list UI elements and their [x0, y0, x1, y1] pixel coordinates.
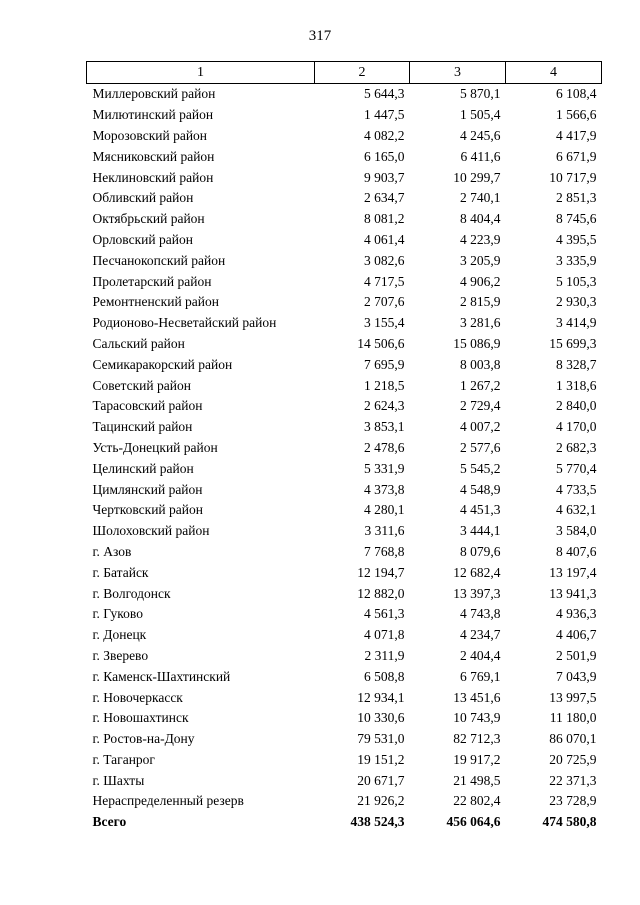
value-cell-3: 3 444,1 [460, 523, 501, 539]
value-cell-4: 1 566,6 [556, 107, 597, 123]
row-label: Всего [92, 814, 127, 830]
table-row [87, 438, 602, 459]
value-cell-2: 2 707,6 [364, 294, 405, 310]
value-cell-3: 8 003,8 [460, 356, 501, 372]
value-cell-3: 22 802,4 [453, 793, 501, 809]
row-label: г. Волгодонск [92, 585, 171, 601]
table-row [87, 458, 602, 479]
value-cell-3: 3 205,9 [460, 252, 501, 268]
column-header-2: 2 [315, 62, 410, 84]
row-label: Сальский район [92, 335, 185, 351]
value-cell-2: 2 311,9 [364, 647, 405, 663]
value-cell-2: 4 373,8 [364, 481, 405, 497]
row-label: Песчанокопский район [92, 252, 226, 268]
value-cell-2: 4 280,1 [364, 502, 405, 518]
value-cell-2: 4 717,5 [364, 273, 405, 289]
table-row [87, 604, 602, 625]
value-cell-3: 1 505,4 [460, 107, 501, 123]
row-label: Тацинский район [92, 419, 193, 435]
value-cell-2: 4 082,2 [364, 127, 405, 143]
value-cell-2: 9 903,7 [364, 169, 405, 185]
table-row [87, 687, 602, 708]
value-cell-3: 2 815,9 [460, 294, 501, 310]
table-row [87, 167, 602, 188]
value-cell-4: 23 728,9 [549, 793, 597, 809]
row-label: г. Ростов-на-Дону [92, 731, 195, 747]
value-cell-4: 13 997,5 [549, 689, 597, 705]
value-cell-4: 2 501,9 [556, 647, 597, 663]
value-cell-2: 10 330,6 [357, 710, 405, 726]
row-label: г. Донецк [92, 627, 147, 643]
value-cell-3: 4 245,6 [460, 127, 501, 143]
value-cell-4: 2 682,3 [556, 439, 597, 455]
value-cell-4: 4 936,3 [556, 606, 597, 622]
value-cell-3: 4 743,8 [460, 606, 501, 622]
table-row [87, 209, 602, 230]
value-cell-4: 4 395,5 [556, 231, 597, 247]
value-cell-2: 12 934,1 [357, 689, 405, 705]
value-cell-2: 8 081,2 [364, 211, 405, 227]
value-cell-4: 5 770,4 [556, 460, 597, 476]
row-label: г. Батайск [92, 564, 149, 580]
value-cell-4: 4 406,7 [556, 627, 597, 643]
value-cell-3: 2 729,4 [460, 398, 501, 414]
value-cell-3: 82 712,3 [453, 731, 501, 747]
row-label: г. Зверево [92, 647, 149, 663]
value-cell-3: 4 548,9 [460, 481, 501, 497]
row-label: Тарасовский район [92, 398, 203, 414]
value-cell-2: 1 447,5 [364, 107, 405, 123]
value-cell-2: 19 151,2 [357, 751, 405, 767]
table-row [87, 479, 602, 500]
value-cell-2: 4 061,4 [364, 231, 405, 247]
row-label: г. Азов [92, 543, 132, 559]
value-cell-3: 10 299,7 [453, 169, 501, 185]
table-row [87, 729, 602, 750]
table-row [87, 646, 602, 667]
value-cell-4: 15 699,3 [549, 335, 597, 351]
value-cell-3: 15 086,9 [453, 335, 501, 351]
table-row [87, 375, 602, 396]
value-cell-2: 12 194,7 [357, 564, 405, 580]
value-cell-4: 6 671,9 [556, 148, 597, 164]
data-table [86, 61, 602, 833]
value-cell-4: 5 105,3 [556, 273, 597, 289]
row-label: Неклиновский район [92, 169, 214, 185]
table-body [87, 84, 602, 833]
value-cell-4: 4 170,0 [556, 419, 597, 435]
value-cell-4: 1 318,6 [556, 377, 597, 393]
value-cell-3: 21 498,5 [453, 772, 501, 788]
row-label: Нераспределенный резерв [92, 793, 244, 809]
value-cell-3: 8 404,4 [460, 211, 501, 227]
value-cell-2: 2 634,7 [364, 190, 405, 206]
value-cell-3: 6 769,1 [460, 668, 501, 684]
value-cell-2: 3 853,1 [364, 419, 405, 435]
table-header-row [87, 62, 602, 84]
value-cell-4: 474 580,8 [542, 814, 597, 830]
value-cell-2: 1 218,5 [364, 377, 405, 393]
value-cell-2: 6 165,0 [364, 148, 405, 164]
table-row [87, 250, 602, 271]
value-cell-4: 8 328,7 [556, 356, 597, 372]
table-row [87, 521, 602, 542]
table-row [87, 791, 602, 812]
table-row [87, 354, 602, 375]
table-row [87, 396, 602, 417]
value-cell-3: 5 870,1 [460, 86, 501, 102]
value-cell-3: 5 545,2 [460, 460, 501, 476]
value-cell-3: 2 404,4 [460, 647, 501, 663]
value-cell-4: 11 180,0 [549, 710, 597, 726]
row-label: Семикаракорский район [92, 356, 233, 372]
row-label: Милютинский район [92, 107, 214, 123]
row-label: Октябрьский район [92, 211, 205, 227]
table-row [87, 105, 602, 126]
value-cell-2: 4 071,8 [364, 627, 405, 643]
value-cell-2: 438 524,3 [350, 814, 405, 830]
value-cell-4: 86 070,1 [549, 731, 597, 747]
value-cell-3: 2 577,6 [460, 439, 501, 455]
value-cell-4: 13 941,3 [549, 585, 597, 601]
value-cell-2: 3 082,6 [364, 252, 405, 268]
row-label: Мясниковский район [92, 148, 215, 164]
value-cell-3: 4 007,2 [460, 419, 501, 435]
row-label: Ремонтненский район [92, 294, 219, 310]
value-cell-4: 2 851,3 [556, 190, 597, 206]
row-label: г. Таганрог [92, 751, 155, 767]
value-cell-2: 5 644,3 [364, 86, 405, 102]
table-row [87, 126, 602, 147]
value-cell-3: 10 743,9 [453, 710, 501, 726]
value-cell-3: 4 234,7 [460, 627, 501, 643]
value-cell-4: 3 335,9 [556, 252, 597, 268]
value-cell-2: 5 331,9 [364, 460, 405, 476]
table-row [87, 500, 602, 521]
value-cell-2: 20 671,7 [357, 772, 405, 788]
value-cell-4: 22 371,3 [549, 772, 597, 788]
row-label: г. Шахты [92, 772, 145, 788]
value-cell-3: 2 740,1 [460, 190, 501, 206]
table-row [87, 770, 602, 791]
value-cell-4: 13 197,4 [549, 564, 597, 580]
value-cell-4: 3 414,9 [556, 315, 597, 331]
value-cell-2: 12 882,0 [357, 585, 405, 601]
row-label: г. Новочеркасск [92, 689, 183, 705]
table-row [87, 313, 602, 334]
value-cell-3: 4 223,9 [460, 231, 501, 247]
page-number: 317 [308, 28, 332, 44]
table-row [87, 708, 602, 729]
table-row [87, 666, 602, 687]
value-cell-2: 14 506,6 [357, 335, 405, 351]
value-cell-3: 13 397,3 [453, 585, 501, 601]
value-cell-4: 10 717,9 [549, 169, 597, 185]
table-row [87, 292, 602, 313]
table-row [87, 625, 602, 646]
row-label: Целинский район [92, 460, 194, 476]
row-label: Пролетарский район [92, 273, 212, 289]
value-cell-2: 3 311,6 [364, 523, 405, 539]
value-cell-4: 8 407,6 [556, 543, 597, 559]
value-cell-4: 4 632,1 [556, 502, 597, 518]
row-label: Морозовский район [92, 127, 208, 143]
row-label: Миллеровский район [92, 86, 216, 102]
value-cell-2: 2 478,6 [364, 439, 405, 455]
value-cell-3: 8 079,6 [460, 543, 501, 559]
table-row [87, 583, 602, 604]
row-label: Чертковский район [92, 502, 203, 518]
row-label: Шолоховский район [92, 523, 210, 539]
value-cell-3: 4 906,2 [460, 273, 501, 289]
value-cell-2: 3 155,4 [364, 315, 405, 331]
row-label: г. Каменск-Шахтинский [92, 668, 231, 684]
value-cell-2: 21 926,2 [357, 793, 405, 809]
table-row [87, 146, 602, 167]
value-cell-3: 19 917,2 [453, 751, 501, 767]
value-cell-4: 2 840,0 [556, 398, 597, 414]
table-row [87, 271, 602, 292]
column-header-3: 3 [410, 62, 506, 84]
column-header-4: 4 [506, 62, 602, 84]
value-cell-3: 6 411,6 [460, 148, 501, 164]
table-row [87, 750, 602, 771]
value-cell-2: 79 531,0 [357, 731, 405, 747]
value-cell-3: 3 281,6 [460, 315, 501, 331]
table-row [87, 562, 602, 583]
value-cell-3: 13 451,6 [453, 689, 501, 705]
value-cell-3: 1 267,2 [460, 377, 501, 393]
value-cell-2: 7 695,9 [364, 356, 405, 372]
table-row [87, 417, 602, 438]
row-label: г. Новошахтинск [92, 710, 189, 726]
row-label: Усть-Донецкий район [92, 439, 218, 455]
value-cell-3: 4 451,3 [460, 502, 501, 518]
value-cell-4: 7 043,9 [556, 668, 597, 684]
row-label: Обливский район [92, 190, 194, 206]
row-label: г. Гуково [92, 606, 143, 622]
data-table-container [86, 61, 601, 833]
table-total-row [87, 812, 602, 833]
table-row [87, 188, 602, 209]
value-cell-3: 456 064,6 [446, 814, 501, 830]
row-label: Цимлянский район [92, 481, 203, 497]
value-cell-3: 12 682,4 [453, 564, 501, 580]
value-cell-4: 6 108,4 [556, 86, 597, 102]
table-row [87, 334, 602, 355]
value-cell-2: 6 508,8 [364, 668, 405, 684]
value-cell-2: 4 561,3 [364, 606, 405, 622]
row-label: Орловский район [92, 231, 193, 247]
value-cell-4: 4 417,9 [556, 127, 597, 143]
value-cell-2: 2 624,3 [364, 398, 405, 414]
value-cell-4: 4 733,5 [556, 481, 597, 497]
value-cell-4: 3 584,0 [556, 523, 597, 539]
row-label: Родионово-Несветайский район [92, 315, 277, 331]
row-label: Советский район [92, 377, 191, 393]
value-cell-4: 2 930,3 [556, 294, 597, 310]
value-cell-4: 8 745,6 [556, 211, 597, 227]
value-cell-4: 20 725,9 [549, 751, 597, 767]
table-row [87, 84, 602, 105]
table-row [87, 230, 602, 251]
column-header-1: 1 [87, 62, 315, 84]
table-row [87, 542, 602, 563]
value-cell-2: 7 768,8 [364, 543, 405, 559]
